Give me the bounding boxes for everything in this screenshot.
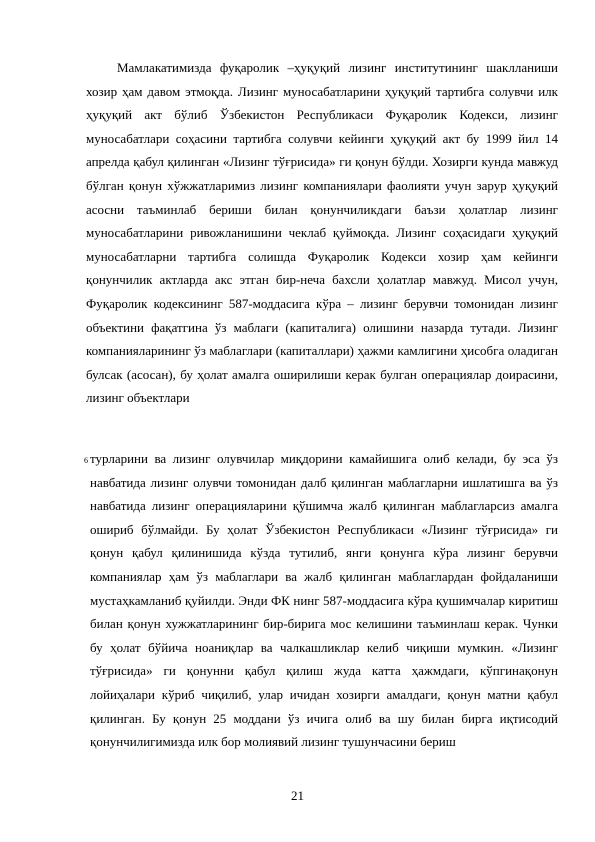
page-number: 21	[291, 788, 304, 803]
body-paragraph-1: Мамлакатимизда фуқаролик –ҳуқуқий лизинг институтининг шаклланиши хозир ҳам давом этмоқда. Лизинг муносабатларини ҳуқуқий тартибга солувчи илк ҳуқуқий акт бўлиб Ўзбекистон Республикаси Фуқаролик Кодекси, лизинг муносабатлари соҳасини тартибга солувчи кейинги ҳуқуқий акт бу 1999 йил 14 апрелда қабул қилинган «Лизинг тўғрисида» ги қонун бўлди. Хозирги кунда мавжуд бўлган қонун хўжжатларимиз лизинг компаниялари фаолияти учун зарур ҳуқуқий асосни таъминлаб бериши билан қонунчиликдаги баъзи ҳолатлар лизинг муносабатларини ривожланишини чеклаб қуймоқда. Лизинг соҳасидаги ҳуқуқий муносабатларни тартибга солишда Фуқаролик Кодекси хозир ҳам кейинги қонунчилик актларда акс этган бир-неча бахсли ҳолатлар мавжуд. Мисол учун, Фуқаролик кодексининг 587-моддасига кўра – лизинг берувчи томонидан лизинг объектини фақатгина ўз маблаги (капиталига) олишини назарда тутади. Лизинг компанияларининг ўз маблаглари (капиталлари) ҳажми камлигини ҳисобга оладиган булсак (асосан), бу ҳолат амалга оширилиши керак булган операциялар доирасини, лизинг объектлари	[86, 60, 558, 406]
body-paragraph-2: турларини ва лизинг олувчилар миқдорини камайишига олиб келади, бу эса ўз навбатида лизинг олувчи томонидан далб қилинган маблагларни ишлатишга ва ўз навбатида лизинг операцияларини қўшимча жалб қилинган маблагларсиз амалга ошириб бўлмайди. Бу ҳолат Ўзбекистон Республикаси «Лизинг тўғрисида» ги қонун қабул қилинишида кўзда тутилиб, янги қонунга кўра лизинг берувчи компаниялар ҳам ўз маблаглари ва жалб қилинган маблаглардан фойдаланиши мустаҳкамланиб қуйилди. Энди ФК нинг 587-моддасига кўра қушимчалар киритиш билан қонун хужжатларининг бир-бирига мос келишини таъминлаш керак. Чунки бу ҳолат бўйича ноаниқлар ва чалкашликлар келиб чиқиши мумкин. «Лизинг тўғрисида» ги қонунни қабул қилиш жуда катта ҳажмдаги, кўпгинақонун лойиҳалари кўриб чиқилиб, улар ичидан хозирги амалдаги, қонун матни қабул қилинган. Бу қонун 25 моддани ўз ичига олиб ва шу билан бирга иқтисодий қонунчилигимизда илк бор молиявий лизинг тушунчасини бериш	[90, 451, 558, 750]
footnote-marker: 6	[84, 456, 88, 465]
